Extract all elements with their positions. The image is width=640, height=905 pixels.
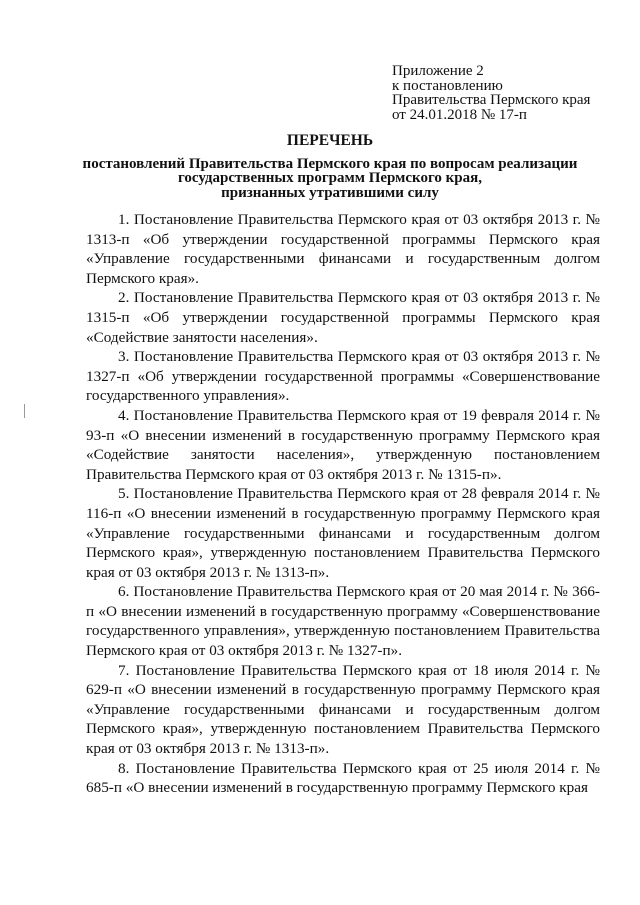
list-item-7: 7. Постановление Правительства Пермского края от 18 июля 2014 г. № 629-п «О внесении изменений в государственную программу Пермского края «Управление государственными финансами и государственным долгом Пермского края», утвержденную постановлением Правительства Пермского края от 03 октября 2013 г. № 1313-п». — [86, 661, 600, 758]
list-item-1: 1. Постановление Правительства Пермского края от 03 октября 2013 г. № 1313-п «Об утверждении государственной программы Пермского края «Управление государственными финансами и государственным долгом Пермского края». — [86, 211, 600, 287]
annex-line-3: Правительства Пермского края — [392, 92, 591, 108]
document-title: ПЕРЕЧЕНЬ — [286, 132, 374, 149]
heading-line-1: постановлений Правительства Пермского края по вопросам реализации — [82, 155, 578, 172]
document-heading — [80, 134, 580, 200]
annex-line-4: от 24.01.2018 № 17-п — [392, 106, 527, 123]
list-item-6: 6. Постановление Правительства Пермского края от 20 мая 2014 г. № 366-п «О внесении изменений в государственную программу «Совершенствование государственного управления», утвержденную постановлением Правительства Пермского края от 03 октября 2013 г. № 1327-п». — [86, 583, 600, 660]
document-body — [86, 210, 600, 798]
list-item-8: 8. Постановление Правительства Пермского края от 25 июля 2014 г. № 685-п «О внесении изменений в государственную программу Пермского края — [86, 759, 600, 797]
heading-line-3: признанных утратившими силу — [221, 184, 439, 201]
list-item-2: 2. Постановление Правительства Пермского края от 03 октября 2013 г. № 1315-п «Об утверждении государственной программы Пермского края «Содействие занятости населения». — [86, 289, 600, 346]
list-item-4: 4. Постановление Правительства Пермского края от 19 февраля 2014 г. № 93-п «О внесении изменений в государственную программу Пермского края «Содействие занятости населения», утвержденную постановлением Правительства Пермского края от 03 октября 2013 г. № 1315-п». — [86, 406, 600, 483]
annex-line-2: к постановлению — [392, 77, 503, 94]
list-item-5: 5. Постановление Правительства Пермского края от 28 февраля 2014 г. № 116-п «О внесении изменений в государственную программу Пермского края «Управление государственными финансами и государственным долгом Пермского края», утвержденную постановлением Правительства Пермского края от 03 октября 2013 г. № 1313-п». — [86, 485, 600, 581]
scan-edge-mark — [24, 404, 25, 418]
heading-line-2: государственных программ Пермского края, — [177, 170, 483, 186]
annex-header — [392, 64, 632, 122]
annex-line-1: Приложение 2 — [392, 63, 484, 79]
list-item-3: 3. Постановление Правительства Пермского края от 03 октября 2013 г. № 1327-п «Об утверждении государственной программы «Совершенствование государственного управления». — [86, 348, 600, 405]
